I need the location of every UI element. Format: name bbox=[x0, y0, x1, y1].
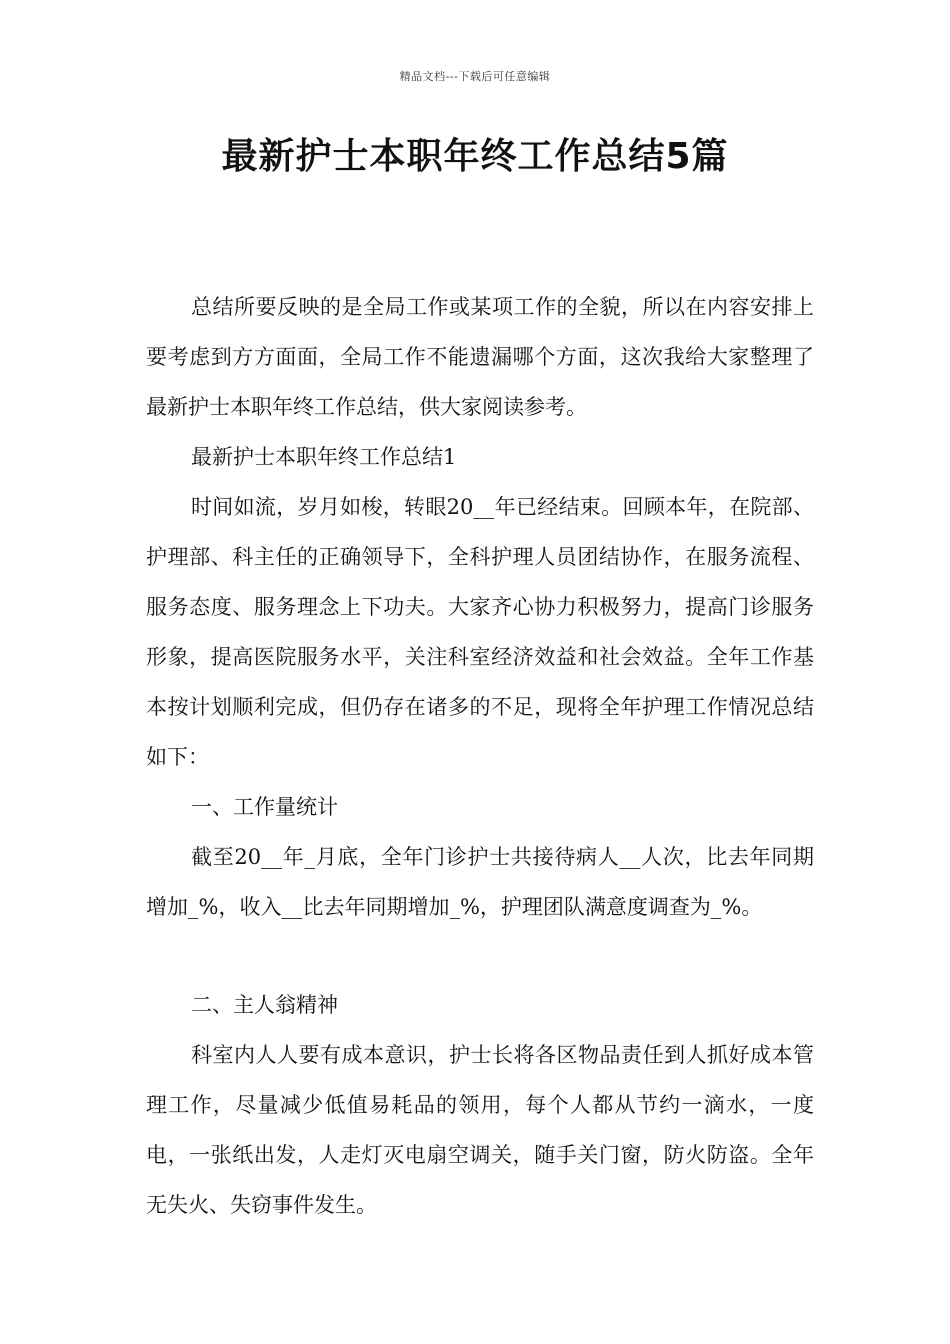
section-title: 最新护士本职年终工作总结1 bbox=[191, 445, 457, 469]
document-body bbox=[146, 282, 814, 1230]
document-title: 最新护士本职年终工作总结5篇 bbox=[221, 136, 729, 177]
header-note: 精品文档---下载后可任意编辑 bbox=[399, 70, 551, 83]
body-paragraph-2: 截至20__年_月底，全年门诊护士共接待病人__人次，比去年同期增加_%，收入__比去年同期增加_%，护理团队满意度调查为_%。 bbox=[146, 845, 814, 919]
body-paragraph-3: 科室内人人要有成本意识，护士长将各区物品责任到人抓好成本管理工作，尽量减少低值易耗品的领用，每个人都从节约一滴水，一度电，一张纸出发，人走灯灭电扇空调关，随手关门窗，防火防盗。全年无失火、失窃事件发生。 bbox=[146, 1043, 814, 1217]
intro-paragraph: 总结所要反映的是全局工作或某项工作的全貌，所以在内容安排上要考虑到方方面面，全局工作不能遗漏哪个方面，这次我给大家整理了最新护士本职年终工作总结，供大家阅读参考。 bbox=[146, 295, 814, 419]
heading-workload: 一、工作量统计 bbox=[191, 795, 338, 819]
heading-ownership: 二、主人翁精神 bbox=[191, 993, 338, 1017]
body-paragraph-1: 时间如流，岁月如梭，转眼20__年已经结束。回顾本年，在院部、护理部、科主任的正确领导下，全科护理人员团结协作，在服务流程、服务态度、服务理念上下功夫。大家齐心协力积极努力，提高门诊服务形象，提高医院服务水平，关注科室经济效益和社会效益。全年工作基本按计划顺利完成，但仍存在诸多的不足，现将全年护理工作情况总结如下： bbox=[146, 495, 814, 769]
